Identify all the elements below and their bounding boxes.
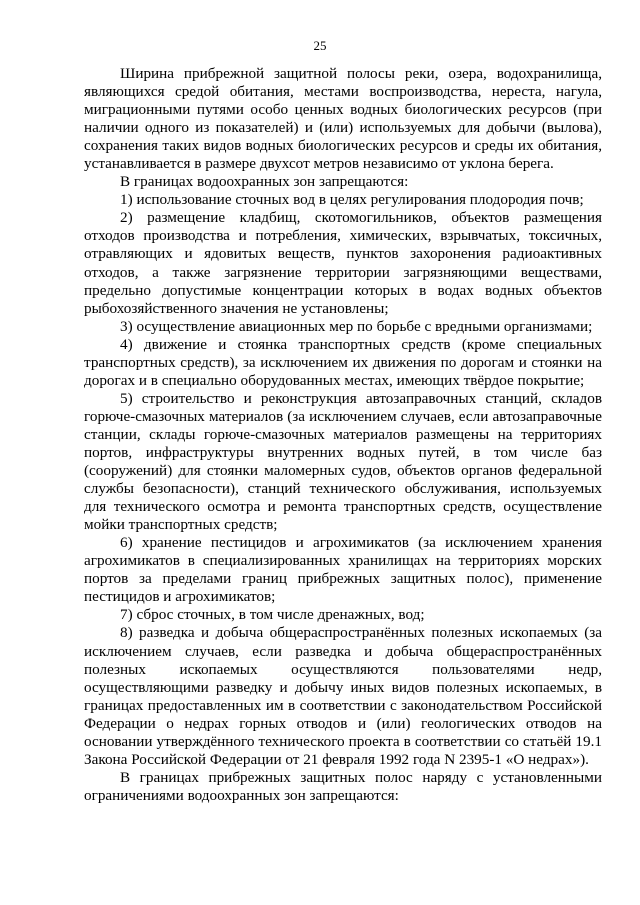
paragraph-item-2: 2) размещение кладбищ, скотомогильников, объектов размещения отходов производства и потребления, химических, взрывчатых, токсичных, отравляющих и ядовитых веществ, пунктов захоронения радиоактивных отходов, а также загрязнение территории загрязняющими веществами, предельно допустимые концентрации которых в водах водных объектов рыбохозяйственного значения не установлены; [84, 209, 602, 317]
paragraph-item-6: 6) хранение пестицидов и агрохимикатов (за исключением хранения агрохимикатов в специализированных хранилищах на территориях морских портов за пределами границ прибрежных защитных полос), применение пестицидов и агрохимикатов; [84, 534, 602, 606]
page-number: 25 [313, 38, 327, 53]
paragraph-item-4: 4) движение и стоянка транспортных средств (кроме специальных транспортных средств), за исключением их движения по дорогам и стоянки на дорогах и в специально оборудованных местах, имеющих твёрдое покрытие; [84, 335, 602, 389]
document-body [84, 65, 602, 805]
paragraph-item-5: 5) строительство и реконструкция автозаправочных станций, складов горюче-смазочных материалов (за исключением случаев, если автозаправочные станции, склады горюче-смазочных материалов размещены на территориях портов, инфраструктуры внутренних водных путей, в том числе баз (сооружений) для стоянки маломерных судов, объектов органов федеральной службы безопасности), станций технического обслуживания, используемых для технического осмотра и ремонта транспортных средств, осуществление мойки транспортных средств; [84, 389, 602, 534]
paragraph-item-7: 7) сброс сточных, в том числе дренажных, вод; [120, 606, 425, 624]
paragraph-buffer-width: Ширина прибрежной защитной полосы реки, озера, водохранилища, являющихся средой обитания, местами воспроизводства, нереста, нагула, миграционными путями особо ценных водных биологических ресурсов (при наличии одного из показателей) и (или) используемых для добычи (вылова), сохранения таких видов водных биологических ресурсов и среды их обитания, устанавливается в размере двухсот метров независимо от уклона берега. [84, 65, 602, 173]
paragraph-item-3: 3) осуществление авиационных мер по борьбе с вредными организмами; [120, 317, 593, 335]
paragraph-coastal-strip-intro: В границах прибрежных защитных полос наряду с установленными ограничениями водоохранных зон запрещаются: [84, 768, 602, 804]
paragraph-item-1: 1) использование сточных вод в целях регулирования плодородия почв; [120, 191, 584, 209]
paragraph-item-8: 8) разведка и добыча общераспространённых полезных ископаемых (за исключением случаев, если разведка и добыча общераспространённых полезных ископаемых осуществляются пользователями недр, осуществляющими разведку и добычу иных видов полезных ископаемых, в границах предоставленных им в соответствии с законодательством Российской Федерации о недрах горных отводов и (или) геологических отводов на основании утверждённого технического проекта в соответствии со статьёй 19.1 Закона Российской Федерации от 21 февраля 1992 года N 2395-1 «О недрах»). [84, 624, 602, 768]
paragraph-prohibitions-intro: В границах водоохранных зон запрещаются: [120, 173, 409, 191]
